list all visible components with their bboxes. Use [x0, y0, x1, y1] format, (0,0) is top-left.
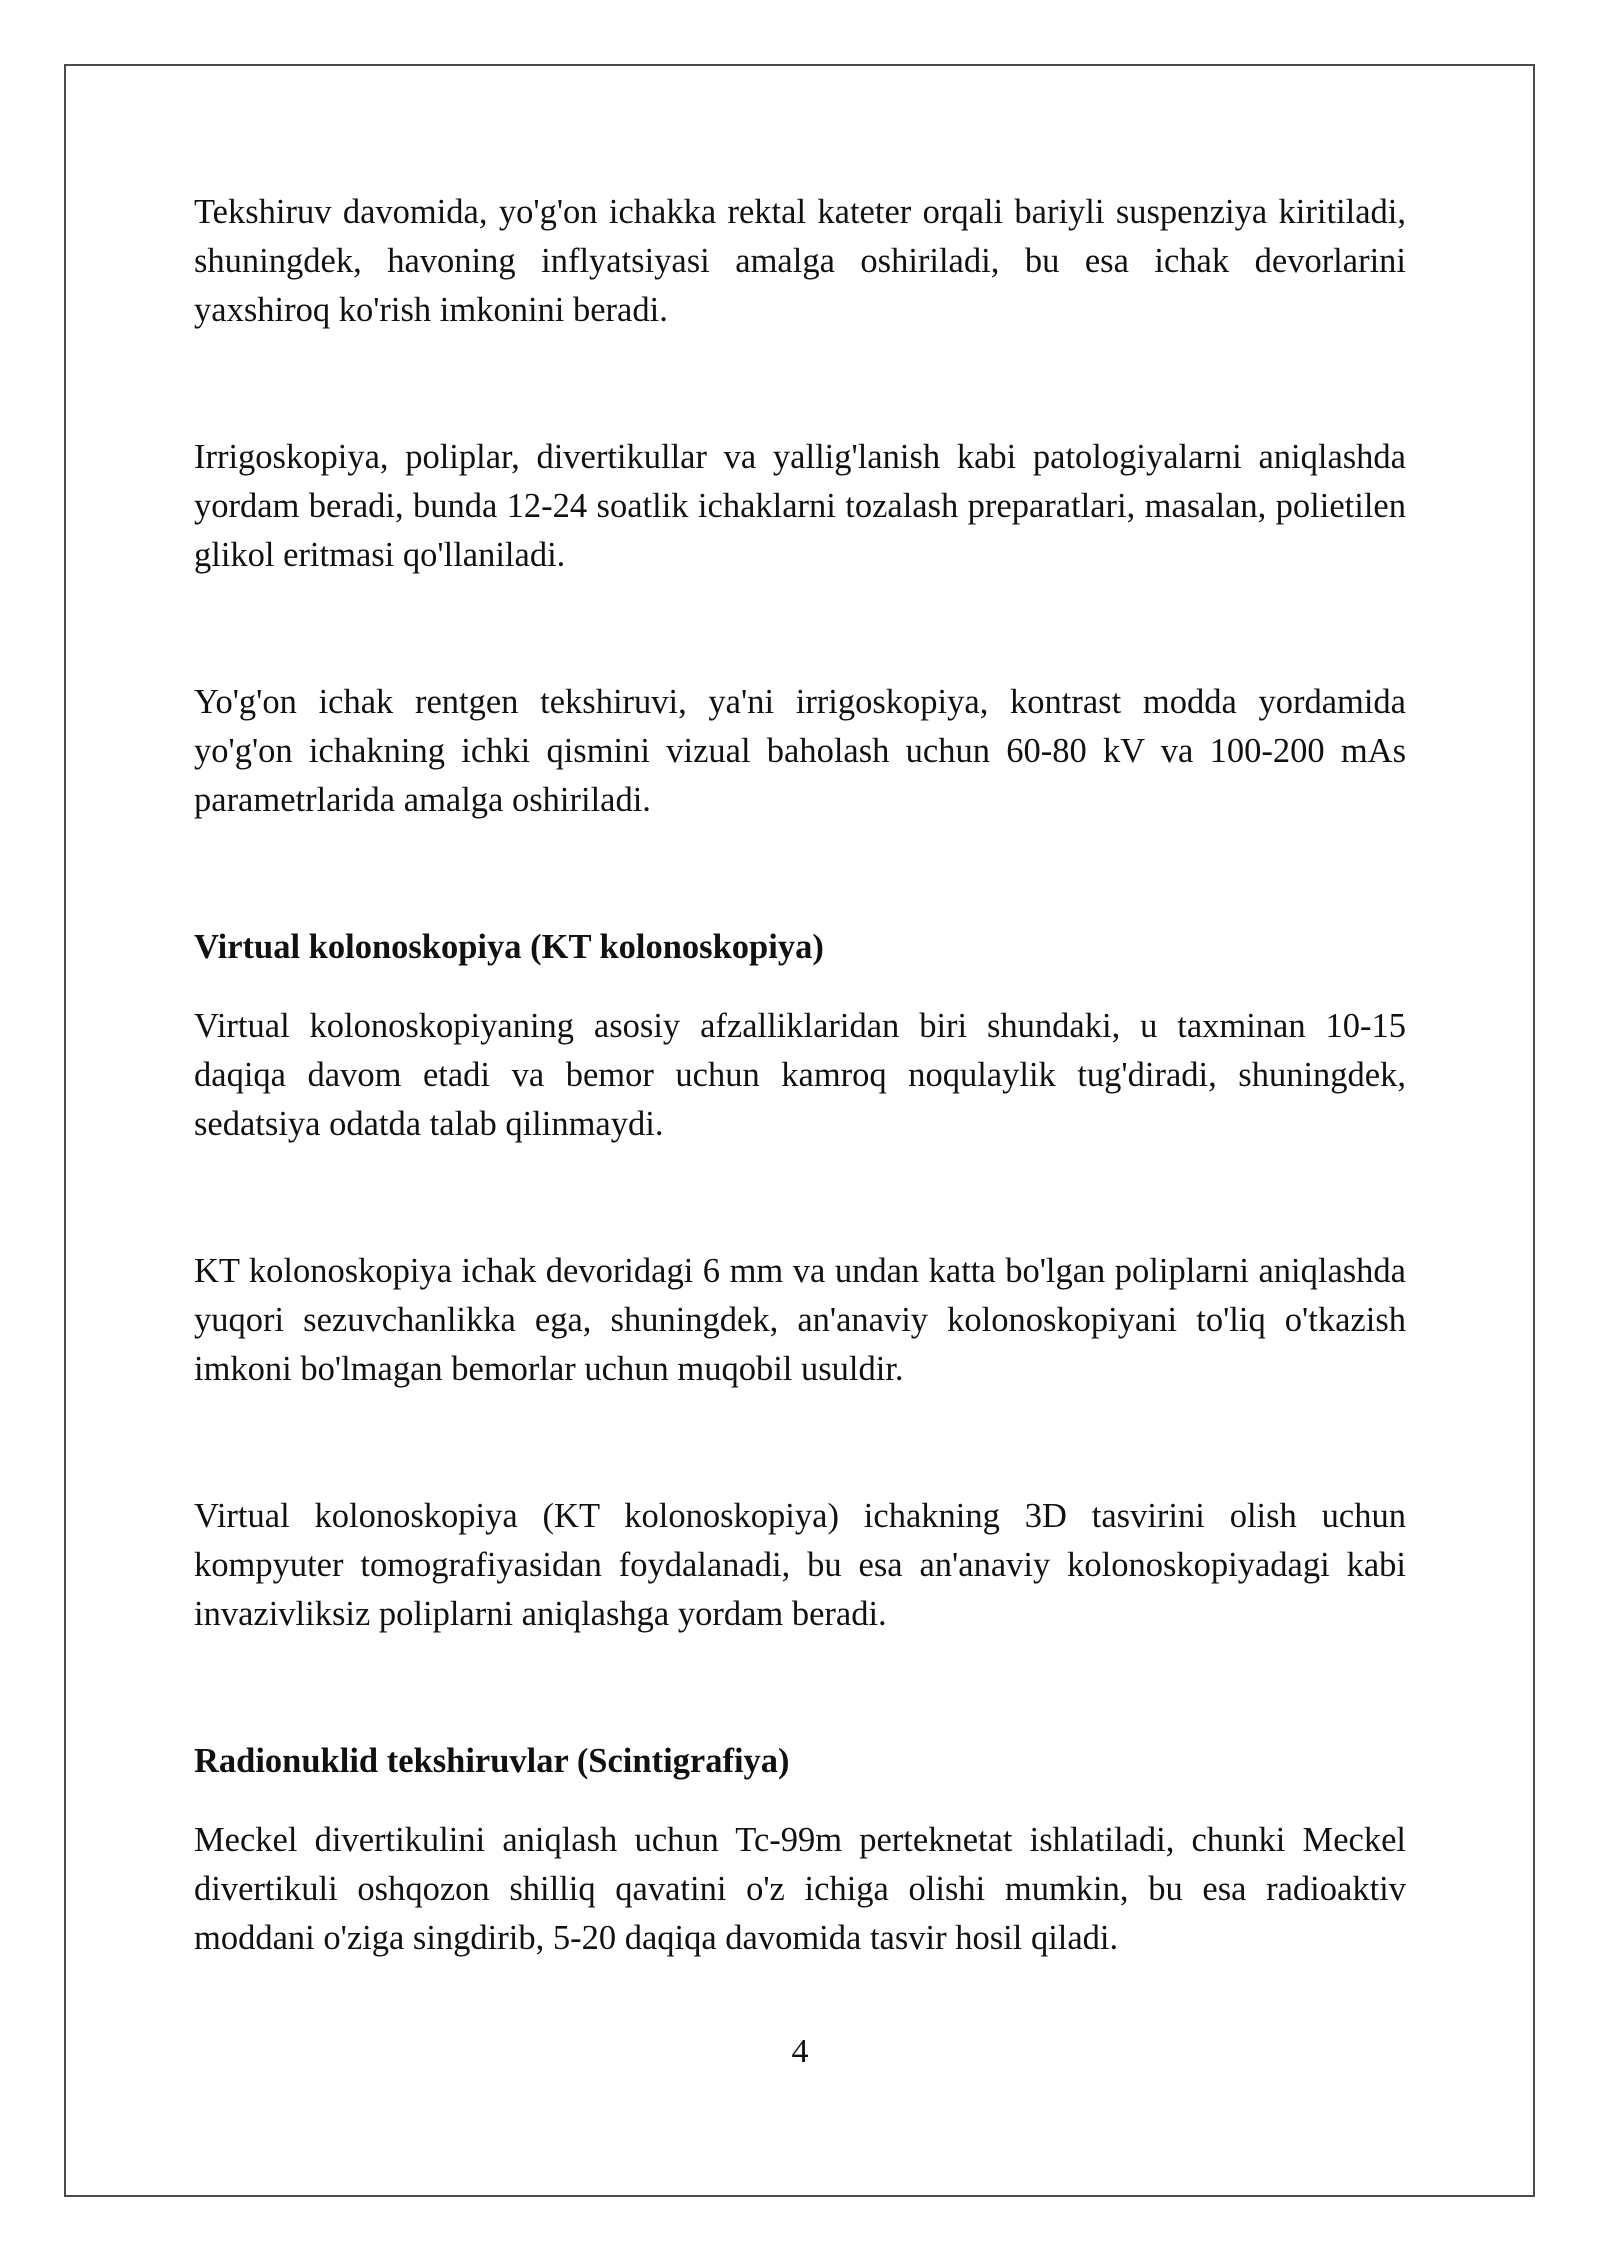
paragraph-irrigoscopy-parameters: Yo'g'on ichak rentgen tekshiruvi, ya'ni irrigoskopiya, kontrast modda yordamida yo'g'on ichakning ichki qismini vizual baholash uchun 60-80 kV va 100-200 mAs parametrlarida amalga oshiriladi. — [194, 683, 1406, 819]
paragraph-virtual-colonoscopy-advantages: Virtual kolonoskopiyaning asosiy afzalliklaridan biri shundaki, u taxminan 10-15 daqiqa davom etadi va bemor uchun kamroq noqulaylik tug'diradi, shuningdek, sedatsiya odatda talab qilinmaydi. — [194, 1007, 1406, 1143]
paragraph-irrigoscopy-pathologies: Irrigoskopiya, poliplar, divertikullar va yallig'lanish kabi patologiyalarni aniqlashda yordam beradi, bunda 12-24 soatlik ichaklarni tozalash preparatlari, masalan, polietilen glikol eritmasi qo'llaniladi. — [194, 438, 1406, 574]
heading-spacer — [194, 1786, 1406, 1816]
page-number: 4 — [791, 2033, 809, 2070]
page-content — [194, 188, 1406, 1963]
paragraph-spacer — [194, 1149, 1406, 1247]
paragraph-virtual-colonoscopy-3d: Virtual kolonoskopiya (KT kolonoskopiya) ichakning 3D tasvirini olish uchun kompyuter tomografiyasidan foydalanadi, bu esa an'anaviy kolonoskopiyadagi kabi invazivliksiz poliplarni aniqlashga yordam beradi. — [194, 1497, 1406, 1633]
paragraph-spacer — [194, 825, 1406, 923]
paragraph-spacer — [194, 335, 1406, 433]
section-heading-radionuclide: Radionuklid tekshiruvlar (Scintigrafiya) — [194, 1742, 790, 1780]
paragraph-barium-enema-procedure: Tekshiruv davomida, yo'g'on ichakka rektal kateter orqali bariyli suspenziya kiritiladi, shuningdek, havoning inflyatsiyasi amalga oshiriladi, bu esa ichak devorlarini yaxshiroq ko'rish imkonini beradi. — [194, 193, 1406, 329]
heading-spacer — [194, 972, 1406, 1002]
paragraph-spacer — [194, 580, 1406, 678]
paragraph-spacer — [194, 1394, 1406, 1492]
section-heading-virtual-colonoscopy: Virtual kolonoskopiya (KT kolonoskopiya) — [194, 928, 824, 966]
paragraph-ct-colonoscopy-sensitivity: KT kolonoskopiya ichak devoridagi 6 mm va undan katta bo'lgan poliplarni aniqlashda yuqori sezuvchanlikka ega, shuningdek, an'anaviy kolonoskopiyani to'liq o'tkazish imkoni bo'lmagan bemorlar uchun muqobil usuldir. — [194, 1252, 1406, 1388]
paragraph-spacer — [194, 1639, 1406, 1737]
paragraph-meckel-scintigraphy: Meckel divertikulini aniqlash uchun Tc-99m perteknetat ishlatiladi, chunki Meckel divertikuli oshqozon shilliq qavatini o'z ichiga olishi mumkin, bu esa radioaktiv moddani o'ziga singdirib, 5-20 daqiqa davomida tasvir hosil qiladi. — [194, 1821, 1406, 1957]
